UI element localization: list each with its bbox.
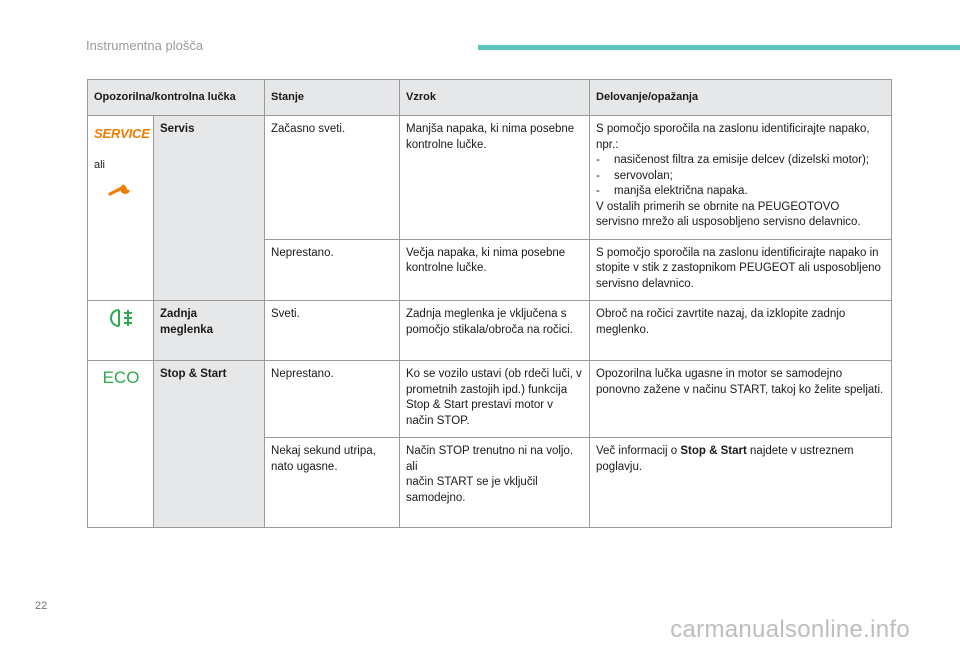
service-name: Servis <box>154 116 265 301</box>
eco-icon-cell <box>88 361 154 528</box>
list-item: - servovolan; <box>596 169 885 185</box>
service-condition-1: Začasno sveti. <box>265 116 400 240</box>
fog-name <box>154 301 265 361</box>
table-row <box>88 361 892 438</box>
stopstart-condition-2: Nekaj sekund utripa, nato ugasne. <box>265 438 400 528</box>
fog-cause: Zadnja meglenka je vključena s pomočjo stikala/obroča na ročici. <box>400 301 590 361</box>
list-item: - nasičenost filtra za emisije delcev (dizelski motor); <box>596 153 885 169</box>
warning-lights-table <box>87 79 892 528</box>
fog-condition: Sveti. <box>265 301 400 361</box>
eco-icon-text: ECO <box>102 368 139 387</box>
action-text-post: najdete v ustreznem poglavju. <box>596 445 854 473</box>
stopstart-condition-1: Neprestano. <box>265 361 400 438</box>
header-cause: Vzrok <box>400 80 590 116</box>
watermark: carmanualsonline.info <box>670 616 910 643</box>
cause-line: Način STOP trenutno ni na voljo. <box>406 445 574 457</box>
table-row <box>88 301 892 361</box>
header-warning-light: Opozorilna/kontrolna lučka <box>88 80 265 116</box>
fog-name-line2: meglenka <box>160 323 214 336</box>
header-action: Delovanje/opažanja <box>590 80 892 116</box>
fog-action: Obroč na ročici zavrtite nazaj, da izklopite zadnjo meglenko. <box>590 301 892 361</box>
table-row <box>88 116 892 240</box>
table-header-row <box>88 80 892 116</box>
action-text-pre: Več informacij o <box>596 445 681 457</box>
fog-icon-cell <box>88 301 154 361</box>
action-list <box>596 153 885 200</box>
stopstart-cause-1: Ko se vozilo ustavi (ob rdeči luči, v prometnih zastojih ipd.) funkcija Stop & Start prestavi motor v način STOP. <box>400 361 590 438</box>
stopstart-cause-2 <box>400 438 590 528</box>
service-warning-icon: SERVICE <box>94 126 150 141</box>
stopstart-name: Stop & Start <box>154 361 265 528</box>
eco-icon <box>100 367 142 387</box>
stopstart-action-2 <box>590 438 892 528</box>
rear-fog-light-icon <box>107 307 135 329</box>
service-cause-2: Večja napaka, ki nima posebne kontrolne lučke. <box>400 239 590 301</box>
list-item: - manjša električna napaka. <box>596 184 885 200</box>
cause-line: način START se je vključil samodejno. <box>406 476 538 504</box>
fog-name-line1: Zadnja <box>160 308 198 320</box>
header-condition: Stanje <box>265 80 400 116</box>
wrench-icon <box>108 181 134 197</box>
cause-line: ali <box>406 460 418 473</box>
header-accent-bar <box>478 45 960 50</box>
page-number: 22 <box>35 600 48 612</box>
service-icon-cell <box>88 116 154 301</box>
action-intro: S pomočjo sporočila na zaslonu identificirajte napako, npr.: <box>596 123 870 151</box>
service-action-1 <box>590 116 892 240</box>
service-cause-1: Manjša napaka, ki nima posebne kontrolne lučke. <box>400 116 590 240</box>
service-action-2: S pomočjo sporočila na zaslonu identificirajte napako in stopite v stik z zastopnikom PEUGEOT ali usposobljeno servisno delavnico. <box>590 239 892 301</box>
stopstart-action-1: Opozorilna lučka ugasne in motor se samodejno ponovno zažene v načinu START, takoj ko želite speljati. <box>590 361 892 438</box>
page-section-title: Instrumentna plošča <box>86 38 204 53</box>
service-condition-2: Neprestano. <box>265 239 400 301</box>
or-label: ali <box>94 158 106 171</box>
action-outro: V ostalih primerih se obrnite na PEUGEOTOVO servisno mrežo ali usposobljeno servisno delavnico. <box>596 200 861 228</box>
action-text-bold: Stop & Start <box>680 445 747 457</box>
